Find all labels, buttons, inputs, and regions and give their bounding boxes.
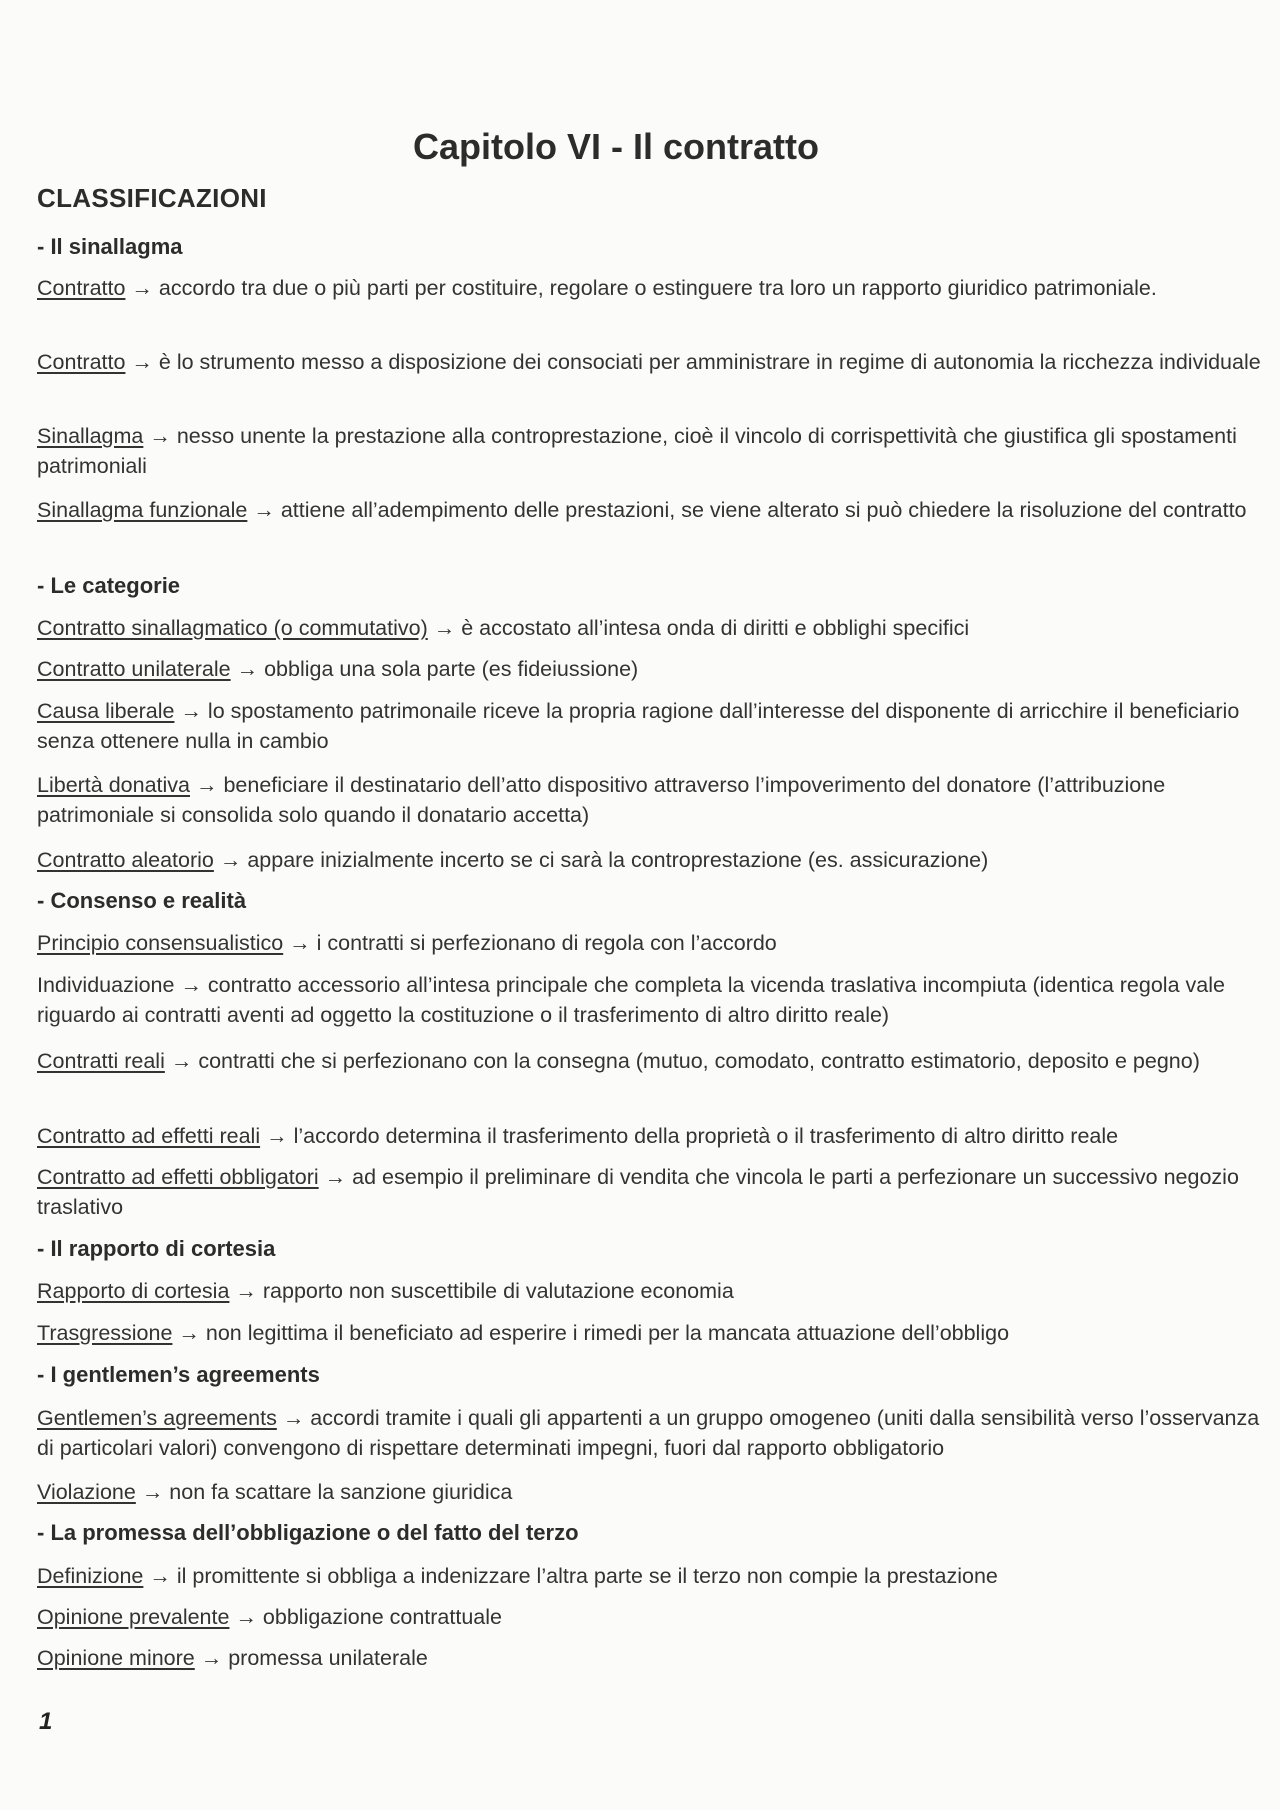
entry-definition: l’accordo determina il trasferimento della proprietà o il trasferimento di altro diritto reale (287, 1124, 1119, 1148)
page-number: 1 (39, 1708, 53, 1735)
entry-definition: i contratti si perfezionano di regola con l’accordo (310, 931, 777, 955)
entry-sinallagma-funzionale (37, 495, 1262, 525)
entry-definition: attiene all’adempimento delle prestazioni, se viene alterato si può chiedere la risoluzione del contratto (274, 498, 1247, 522)
arrow-icon: → (219, 848, 242, 872)
entry-definition: non fa scattare la sanzione giuridica (163, 1480, 513, 1504)
entry-definition: è lo strumento messo a disposizione dei consociati per amministrare in regime di autonomia la ricchezza individuale (152, 350, 1261, 374)
entry-term: Individuazione (37, 973, 175, 997)
entry-term: Contratto sinallagmatico (o commutativo) (37, 616, 428, 640)
entry-term: Rapporto di cortesia (37, 1279, 230, 1303)
entry-contratto-1 (37, 273, 1262, 303)
entry-term: Contratti reali (37, 1049, 165, 1073)
entry-term: Contratto unilaterale (37, 657, 231, 681)
arrow-icon: → (282, 1406, 305, 1430)
entry-term: Contratto ad effetti obbligatori (37, 1165, 319, 1189)
entry-definition: il promittente si obbliga a indenizzare l’altra parte se il terzo non compie la prestazione (170, 1564, 998, 1588)
arrow-icon: → (131, 350, 153, 374)
arrow-icon: → (141, 1480, 164, 1504)
entry-definition: è accostato all’intesa onda di diritti e obblighi specifici (455, 616, 970, 640)
entry-definition: ad esempio il preliminare di vendita che vincola le parti a perfezionare un successivo negozio traslativo (37, 1165, 1239, 1219)
entry-definition: rapporto non suscettibile di valutazione economia (256, 1279, 734, 1303)
entry-definition: promessa unilaterale (222, 1646, 428, 1670)
entry-term: Definizione (37, 1564, 144, 1588)
entry-term: Causa liberale (37, 699, 175, 723)
section-title: CLASSIFICAZIONI (37, 183, 267, 213)
entry-contratto-aleatorio (37, 845, 1262, 875)
entry-definition: appare inizialmente incerto se ci sarà la controprestazione (es. assicurazione) (241, 848, 989, 872)
entry-opinione-prevalente (37, 1602, 1262, 1632)
entry-definition: accordi tramite i quali gli appartenti a un gruppo omogeneo (uniti dalla sensibilità verso l’osservanza di particolari valori) convengono di rispettare determinati impegni, fuori dal rapporto obbligatorio (37, 1406, 1260, 1460)
entry-definition: non legittima il beneficiato ad esperire i rimedi per la mancata attuazione dell’obbligo (199, 1321, 1010, 1345)
entry-contratto-effetti-reali (37, 1121, 1262, 1151)
arrow-icon: → (170, 1049, 193, 1073)
entry-term: Opinione minore (37, 1646, 195, 1670)
entry-definition: lo spostamento patrimonaile riceve la propria ragione dall’interesse del disponente di arricchire il beneficiario senza ottenere nulla in cambio (37, 699, 1240, 753)
entry-sinallagma (37, 421, 1262, 481)
entry-term: Opinione prevalente (37, 1605, 230, 1629)
arrow-icon: → (180, 973, 202, 997)
entry-opinione-minore (37, 1643, 1262, 1673)
arrow-icon: → (266, 1124, 288, 1148)
document-page (37, 0, 1262, 1810)
entry-definition: nesso unente la prestazione alla controprestazione, cioè il vincolo di corrispettività che giustifica gli spostamenti patrimoniali (37, 424, 1237, 478)
arrow-icon: → (178, 1321, 200, 1345)
entry-definition: contratto accessorio all’intesa principale che completa la vicenda traslativa incompiuta (identica regola vale riguardo ai contratti aventi ad oggetto la costituzione o il trasferimento di altro diritto reale) (37, 973, 1225, 1027)
arrow-icon: → (289, 931, 311, 955)
entry-contratto-sinallagmatico (37, 613, 1262, 643)
arrow-icon: → (433, 616, 456, 640)
entry-definition: contratti che si perfezionano con la consegna (mutuo, comodato, contratto estimatorio, deposito e pegno) (192, 1049, 1200, 1073)
subheading-categorie: - Le categorie (37, 573, 181, 598)
entry-trasgressione (37, 1318, 1262, 1348)
arrow-icon: → (149, 424, 171, 448)
subheading-promessa: - La promessa dell’obbligazione o del fatto del terzo (37, 1520, 579, 1545)
entry-definition: beneficiare il destinatario dell’atto dispositivo attraverso l’impoverimento del donatore (l’attribuzione patrimoniale si consolida solo quando il donatario accetta) (37, 773, 1166, 827)
entry-contratto-effetti-obbligatori (37, 1162, 1262, 1222)
entry-term: Contratto aleatorio (37, 848, 214, 872)
entry-individuazione (37, 970, 1262, 1030)
entry-term: Trasgressione (37, 1321, 173, 1345)
entry-liberta-donativa (37, 770, 1262, 830)
arrow-icon: → (235, 1605, 257, 1629)
entry-contratto-2 (37, 347, 1262, 377)
arrow-icon: → (253, 498, 275, 522)
entry-definition: accordo tra due o più parti per costituire, regolare o estinguere tra loro un rapporto giuridico patrimoniale. (152, 276, 1157, 300)
entry-contratti-reali (37, 1046, 1262, 1076)
entry-definizione (37, 1561, 1262, 1591)
subheading-cortesia: - Il rapporto di cortesia (37, 1236, 276, 1261)
entry-causa-liberale (37, 696, 1262, 756)
arrow-icon: → (200, 1646, 223, 1670)
arrow-icon: → (131, 276, 153, 300)
arrow-icon: → (149, 1564, 171, 1588)
entry-term: Sinallagma (37, 424, 144, 448)
arrow-icon: → (195, 773, 218, 797)
arrow-icon: → (236, 657, 259, 681)
entry-definition: obbliga una sola parte (es fideiussione) (258, 657, 639, 681)
entry-term: Contratto ad effetti reali (37, 1124, 261, 1148)
entry-term: Violazione (37, 1480, 136, 1504)
subheading-gentlemen: - I gentlemen’s agreements (37, 1362, 320, 1387)
chapter-title: Capitolo VI - Il contratto (413, 126, 819, 167)
entry-rapporto-cortesia (37, 1276, 1262, 1306)
entry-term: Libertà donativa (37, 773, 190, 797)
entry-term: Gentlemen’s agreements (37, 1406, 277, 1430)
arrow-icon: → (324, 1165, 347, 1189)
arrow-icon: → (235, 1279, 257, 1303)
entry-contratto-unilaterale (37, 654, 1262, 684)
arrow-icon: → (180, 699, 202, 723)
entry-violazione (37, 1477, 1262, 1507)
entry-gentlemens-agreements (37, 1403, 1262, 1463)
entry-term: Principio consensualistico (37, 931, 284, 955)
entry-term: Contratto (37, 276, 126, 300)
subheading-sinallagma: - Il sinallagma (37, 234, 183, 259)
subheading-consenso: - Consenso e realità (37, 888, 247, 913)
entry-definition: obbligazione contrattuale (256, 1605, 502, 1629)
entry-term: Contratto (37, 350, 126, 374)
entry-term: Sinallagma funzionale (37, 498, 248, 522)
entry-principio-consensualistico (37, 928, 1262, 958)
